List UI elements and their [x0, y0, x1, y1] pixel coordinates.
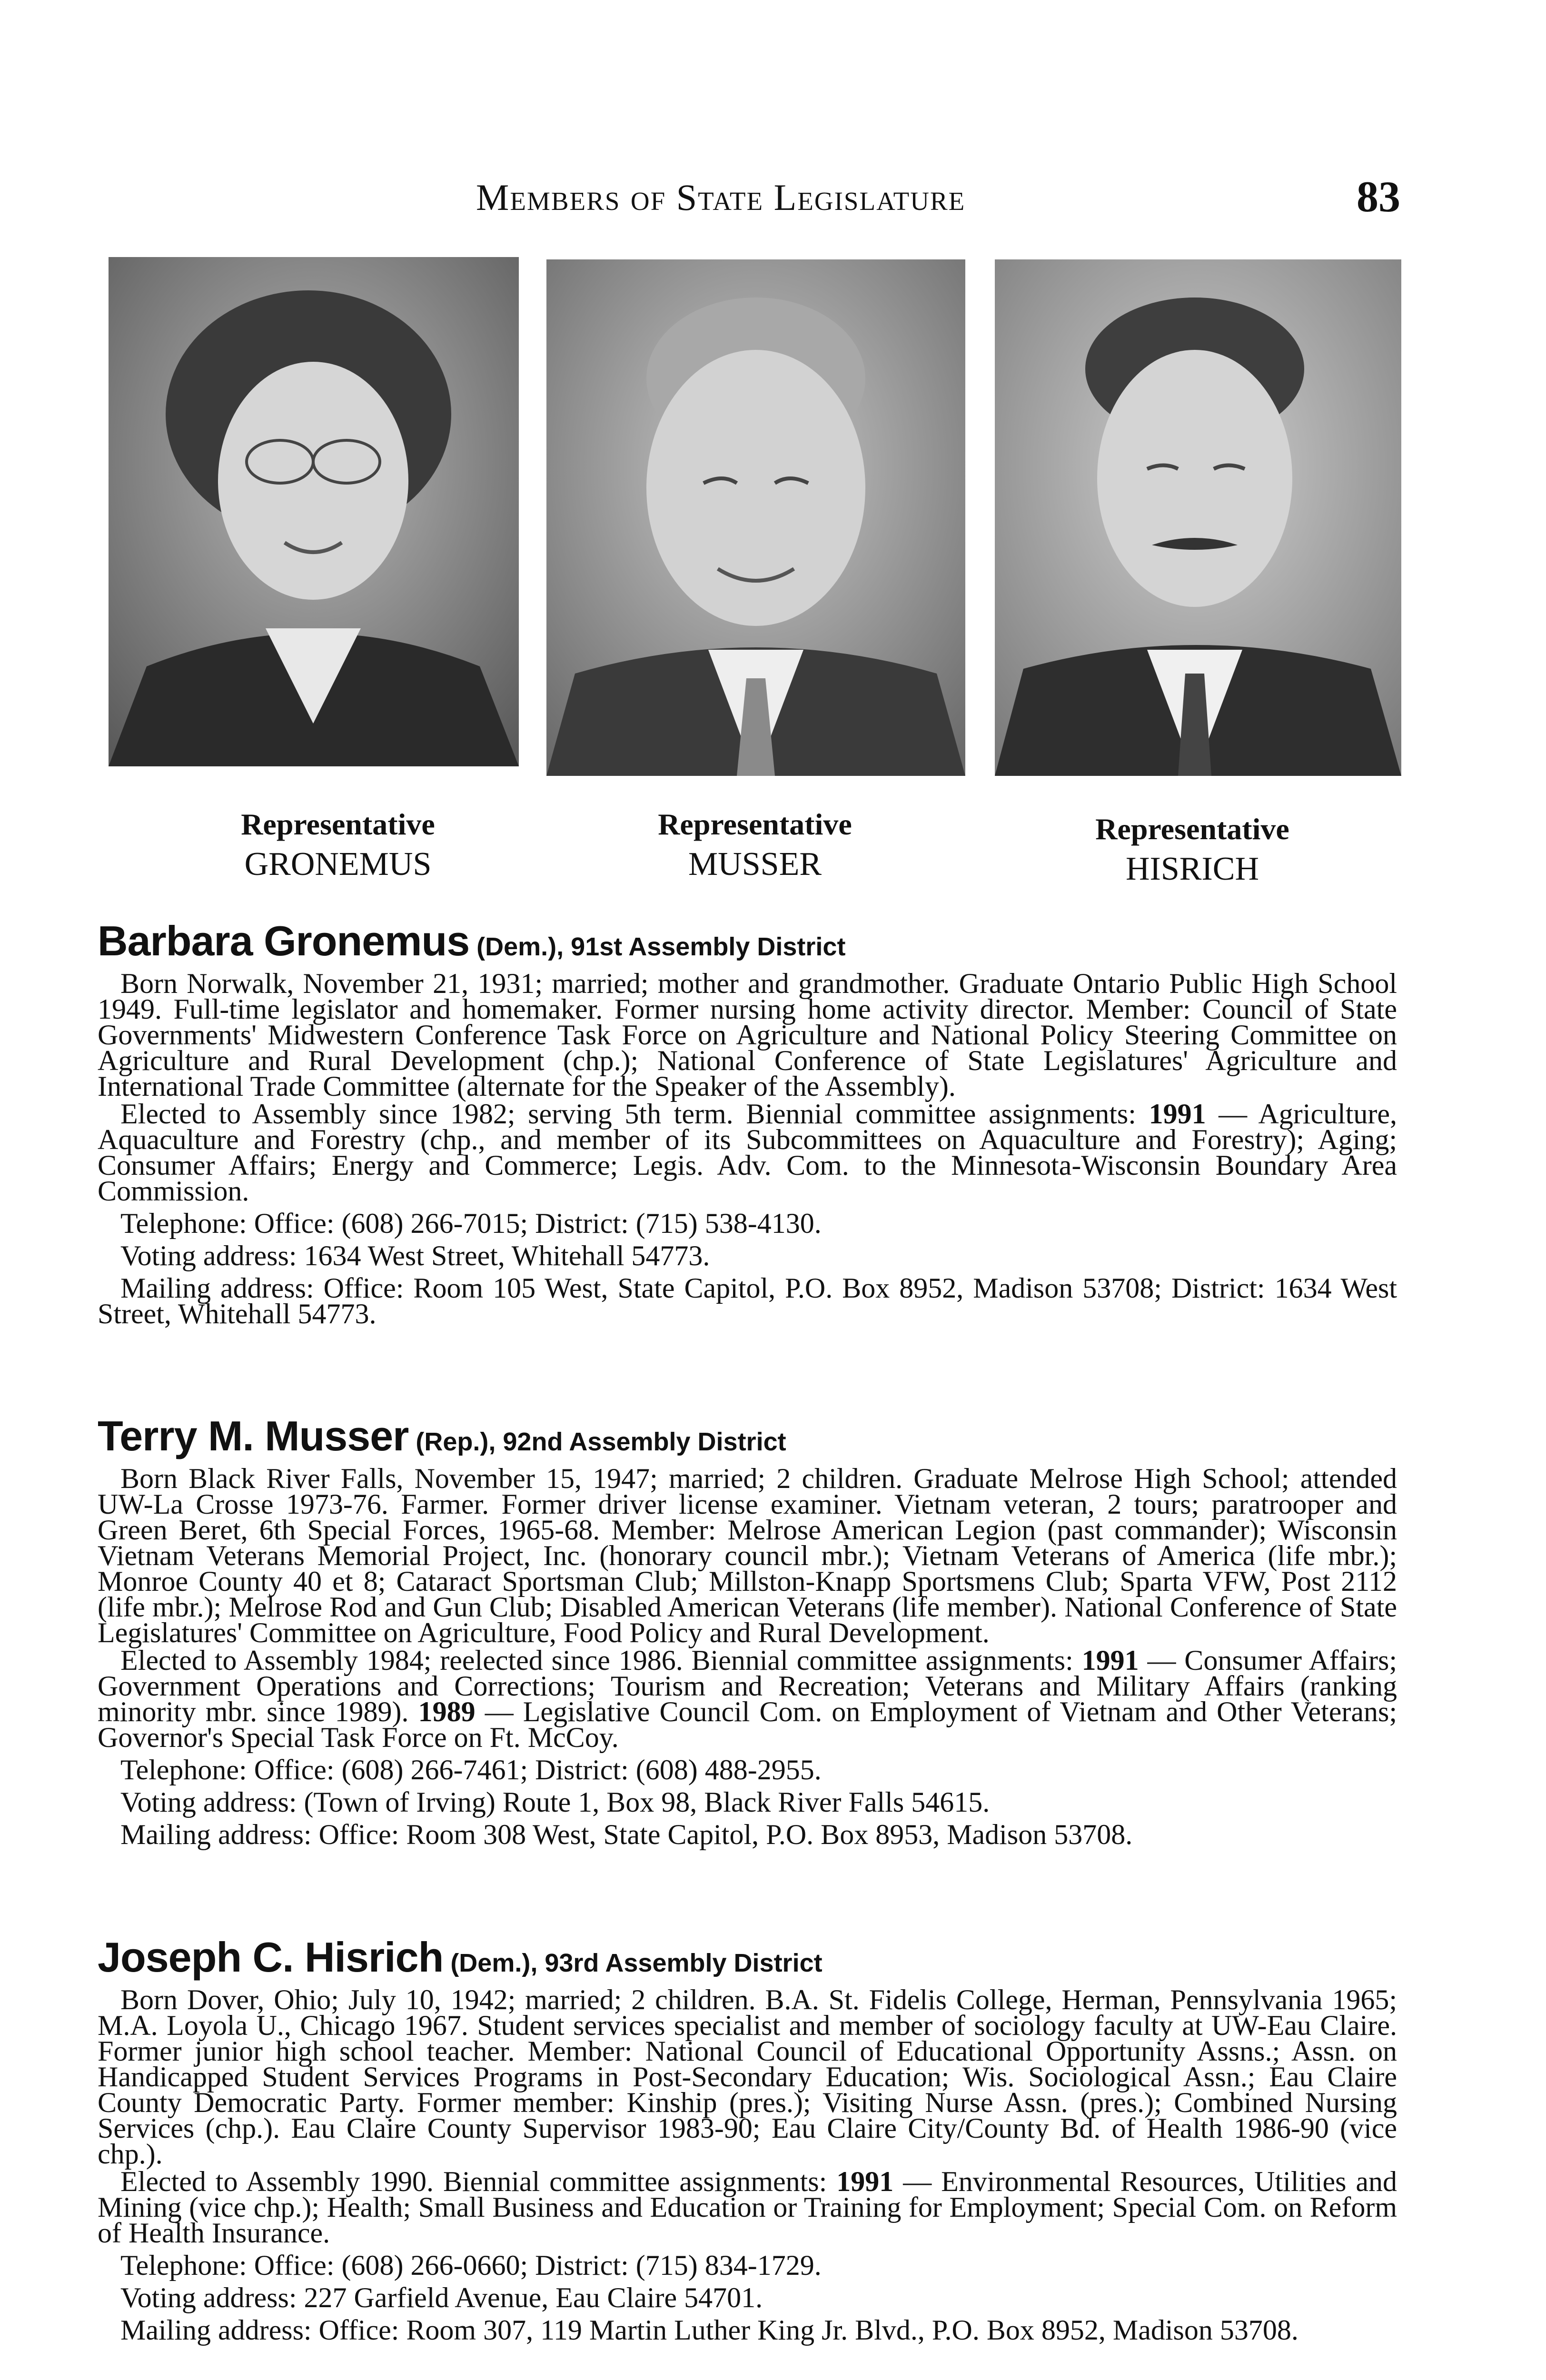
elected-committees: — Consumer Affairs; Government Operations and Corrections; Tourism and Recreation; Veterans and Military Affairs (ranking minority mbr. since 1989). [98, 1645, 1397, 1727]
caption-surname: HISRICH [1125, 851, 1259, 887]
bio-mailing-address: Mailing address: Office: Room 308 West, State Capitol, P.O. Box 8953, Madison 53708. [120, 1819, 1133, 1850]
bio-musser [98, 1412, 1397, 1850]
bio-heading [98, 1934, 1397, 1983]
member-party: (Dem.), [450, 1949, 538, 1977]
bio-elected [98, 1645, 1397, 1753]
bio-heading [98, 1412, 1397, 1462]
bio-mailing-address: Mailing address: Office: Room 105 West, State Capitol, P.O. Box 8952, Madison 53708; District: 1634 West Street, Whitehall 54773. [98, 1272, 1397, 1329]
elected-committees: — Legislative Council Com. on Employment of Vietnam and Other Veterans; Governor's Special Task Force on Ft. McCoy. [98, 1696, 1397, 1753]
caption-role: Representative [241, 807, 435, 841]
bio-voting-address: Voting address: 1634 West Street, Whitehall 54773. [120, 1240, 710, 1271]
caption-role: Representative [658, 807, 852, 841]
caption-surname: MUSSER [688, 846, 822, 883]
caption-gronemus [171, 804, 505, 884]
member-district: 93rd Assembly District [545, 1949, 823, 1977]
member-party: (Rep.), [416, 1428, 496, 1456]
bio-telephone: Telephone: Office: (608) 266-7015; District: (715) 538-4130. [120, 1208, 822, 1239]
portrait-photo-gronemus [109, 257, 519, 766]
elected-intro: Elected to Assembly 1990. Biennial committee assignments: [120, 2166, 827, 2197]
member-district: 92nd Assembly District [503, 1428, 786, 1456]
elected-intro: Elected to Assembly since 1982; serving 5th term. Biennial committee assignments: [120, 1098, 1136, 1130]
bio-hisrich [98, 1934, 1397, 2346]
running-head: Members of State Legislature [476, 177, 966, 218]
committee-year: 1991 [1149, 1098, 1206, 1130]
bio-background: Born Dover, Ohio; July 10, 1942; married; 2 children. B.A. St. Fidelis College, Herman, Pennsylvania 1965; M.A. Loyola U., Chicago 1967. Student services specialist and member of sociology faculty at UW-Eau Claire. Former junior high school teacher. Member: National Council of Educational Opportunity Assns.; Assn. on Handicapped Student Services Programs in Post-Secondary Education; Wis. Sociological Assn.; Eau Claire County Democratic Party. Former member: Kinship (pres.); Visiting Nurse Assn. (pres.); Combined Nursing Services (chp.). Eau Claire County Supervisor 1983-90; Eau Claire City/County Bd. of Health 1986-90 (vice chp.). [98, 1984, 1397, 2170]
caption-surname: GRONEMUS [244, 846, 432, 883]
elected-committees: — Environmental Resources, Utilities and Mining (vice chp.); Health; Small Business and Education or Training for Employment; Special Com. on Reform of Health Insurance. [98, 2166, 1397, 2249]
bio-background: Born Black River Falls, November 15, 1947; married; 2 children. Graduate Melrose High School; attended UW-La Crosse 1973-76. Farmer. Former driver license examiner. Vietnam veteran, 2 tours; paratrooper and Green Beret, 6th Special Forces, 1965-68. Member: Melrose American Legion (past commander); Wisconsin Vietnam Veterans Memorial Project, Inc. (honorary council mbr.); Vietnam Veterans of America (life mbr.); Monroe County 40 et 8; Cataract Sportsman Club; Millston-Knapp Sportsmens Club; Sparta VFW, Post 2112 (life mbr.); Melrose Rod and Gun Club; Disabled American Veterans (life member). National Conference of State Legislatures' Committee on Agriculture, Food Policy and Rural Development. [98, 1463, 1397, 1648]
committee-year: 1991 [1081, 1645, 1139, 1676]
member-district: 91st Assembly District [571, 932, 846, 961]
bio-voting-address: Voting address: (Town of Irving) Route 1, Box 98, Black River Falls 54615. [120, 1786, 990, 1818]
bio-mailing-address: Mailing address: Office: Room 307, 119 Martin Luther King Jr. Blvd., P.O. Box 8952, Madison 53708. [120, 2314, 1298, 2346]
bio-telephone: Telephone: Office: (608) 266-7461; District: (608) 488-2955. [120, 1754, 822, 1785]
elected-intro: Elected to Assembly 1984; reelected since 1986. Biennial committee assignments: [120, 1645, 1073, 1676]
portrait-photo-musser [546, 259, 965, 776]
bio-heading [98, 917, 1397, 967]
member-name: Barbara Gronemus [98, 917, 470, 964]
portrait-photo-hisrich [995, 259, 1401, 776]
bio-elected [98, 1098, 1397, 1207]
member-party: (Dem.), [476, 932, 564, 961]
committee-year: 1989 [418, 1696, 476, 1727]
bio-voting-address: Voting address: 227 Garfield Avenue, Eau Claire 54701. [120, 2282, 763, 2313]
caption-hisrich [1026, 809, 1359, 889]
bio-gronemus [98, 917, 1397, 1329]
member-name: Joseph C. Hisrich [98, 1934, 444, 1981]
caption-musser [588, 804, 922, 884]
elected-committees: — Agriculture, Aquaculture and Forestry (chp., and member of its Subcommittees on Aquaculture and Forestry); Aging; Consumer Affairs; Energy and Commerce; Legis. Adv. Com. to the Minnesota-Wisconsin Boundary Area Commission. [98, 1098, 1397, 1207]
committee-year: 1991 [836, 2166, 894, 2197]
member-name: Terry M. Musser [98, 1412, 409, 1459]
page-header [0, 171, 1546, 228]
bio-telephone: Telephone: Office: (608) 266-0660; District: (715) 834-1729. [120, 2250, 822, 2281]
caption-role: Representative [1095, 812, 1289, 846]
bio-background: Born Norwalk, November 21, 1931; married; mother and grandmother. Graduate Ontario Public High School 1949. Full-time legislator and homemaker. Former nursing home activity director. Member: Council of State Governments' Midwestern Conference Task Force on Agriculture and National Policy Steering Committee on Agriculture and Rural Development (chp.); National Conference of State Legislatures' Agriculture and International Trade Committee (alternate for the Speaker of the Assembly). [98, 968, 1397, 1102]
bio-elected [98, 2166, 1397, 2249]
page-number: 83 [1357, 172, 1400, 221]
